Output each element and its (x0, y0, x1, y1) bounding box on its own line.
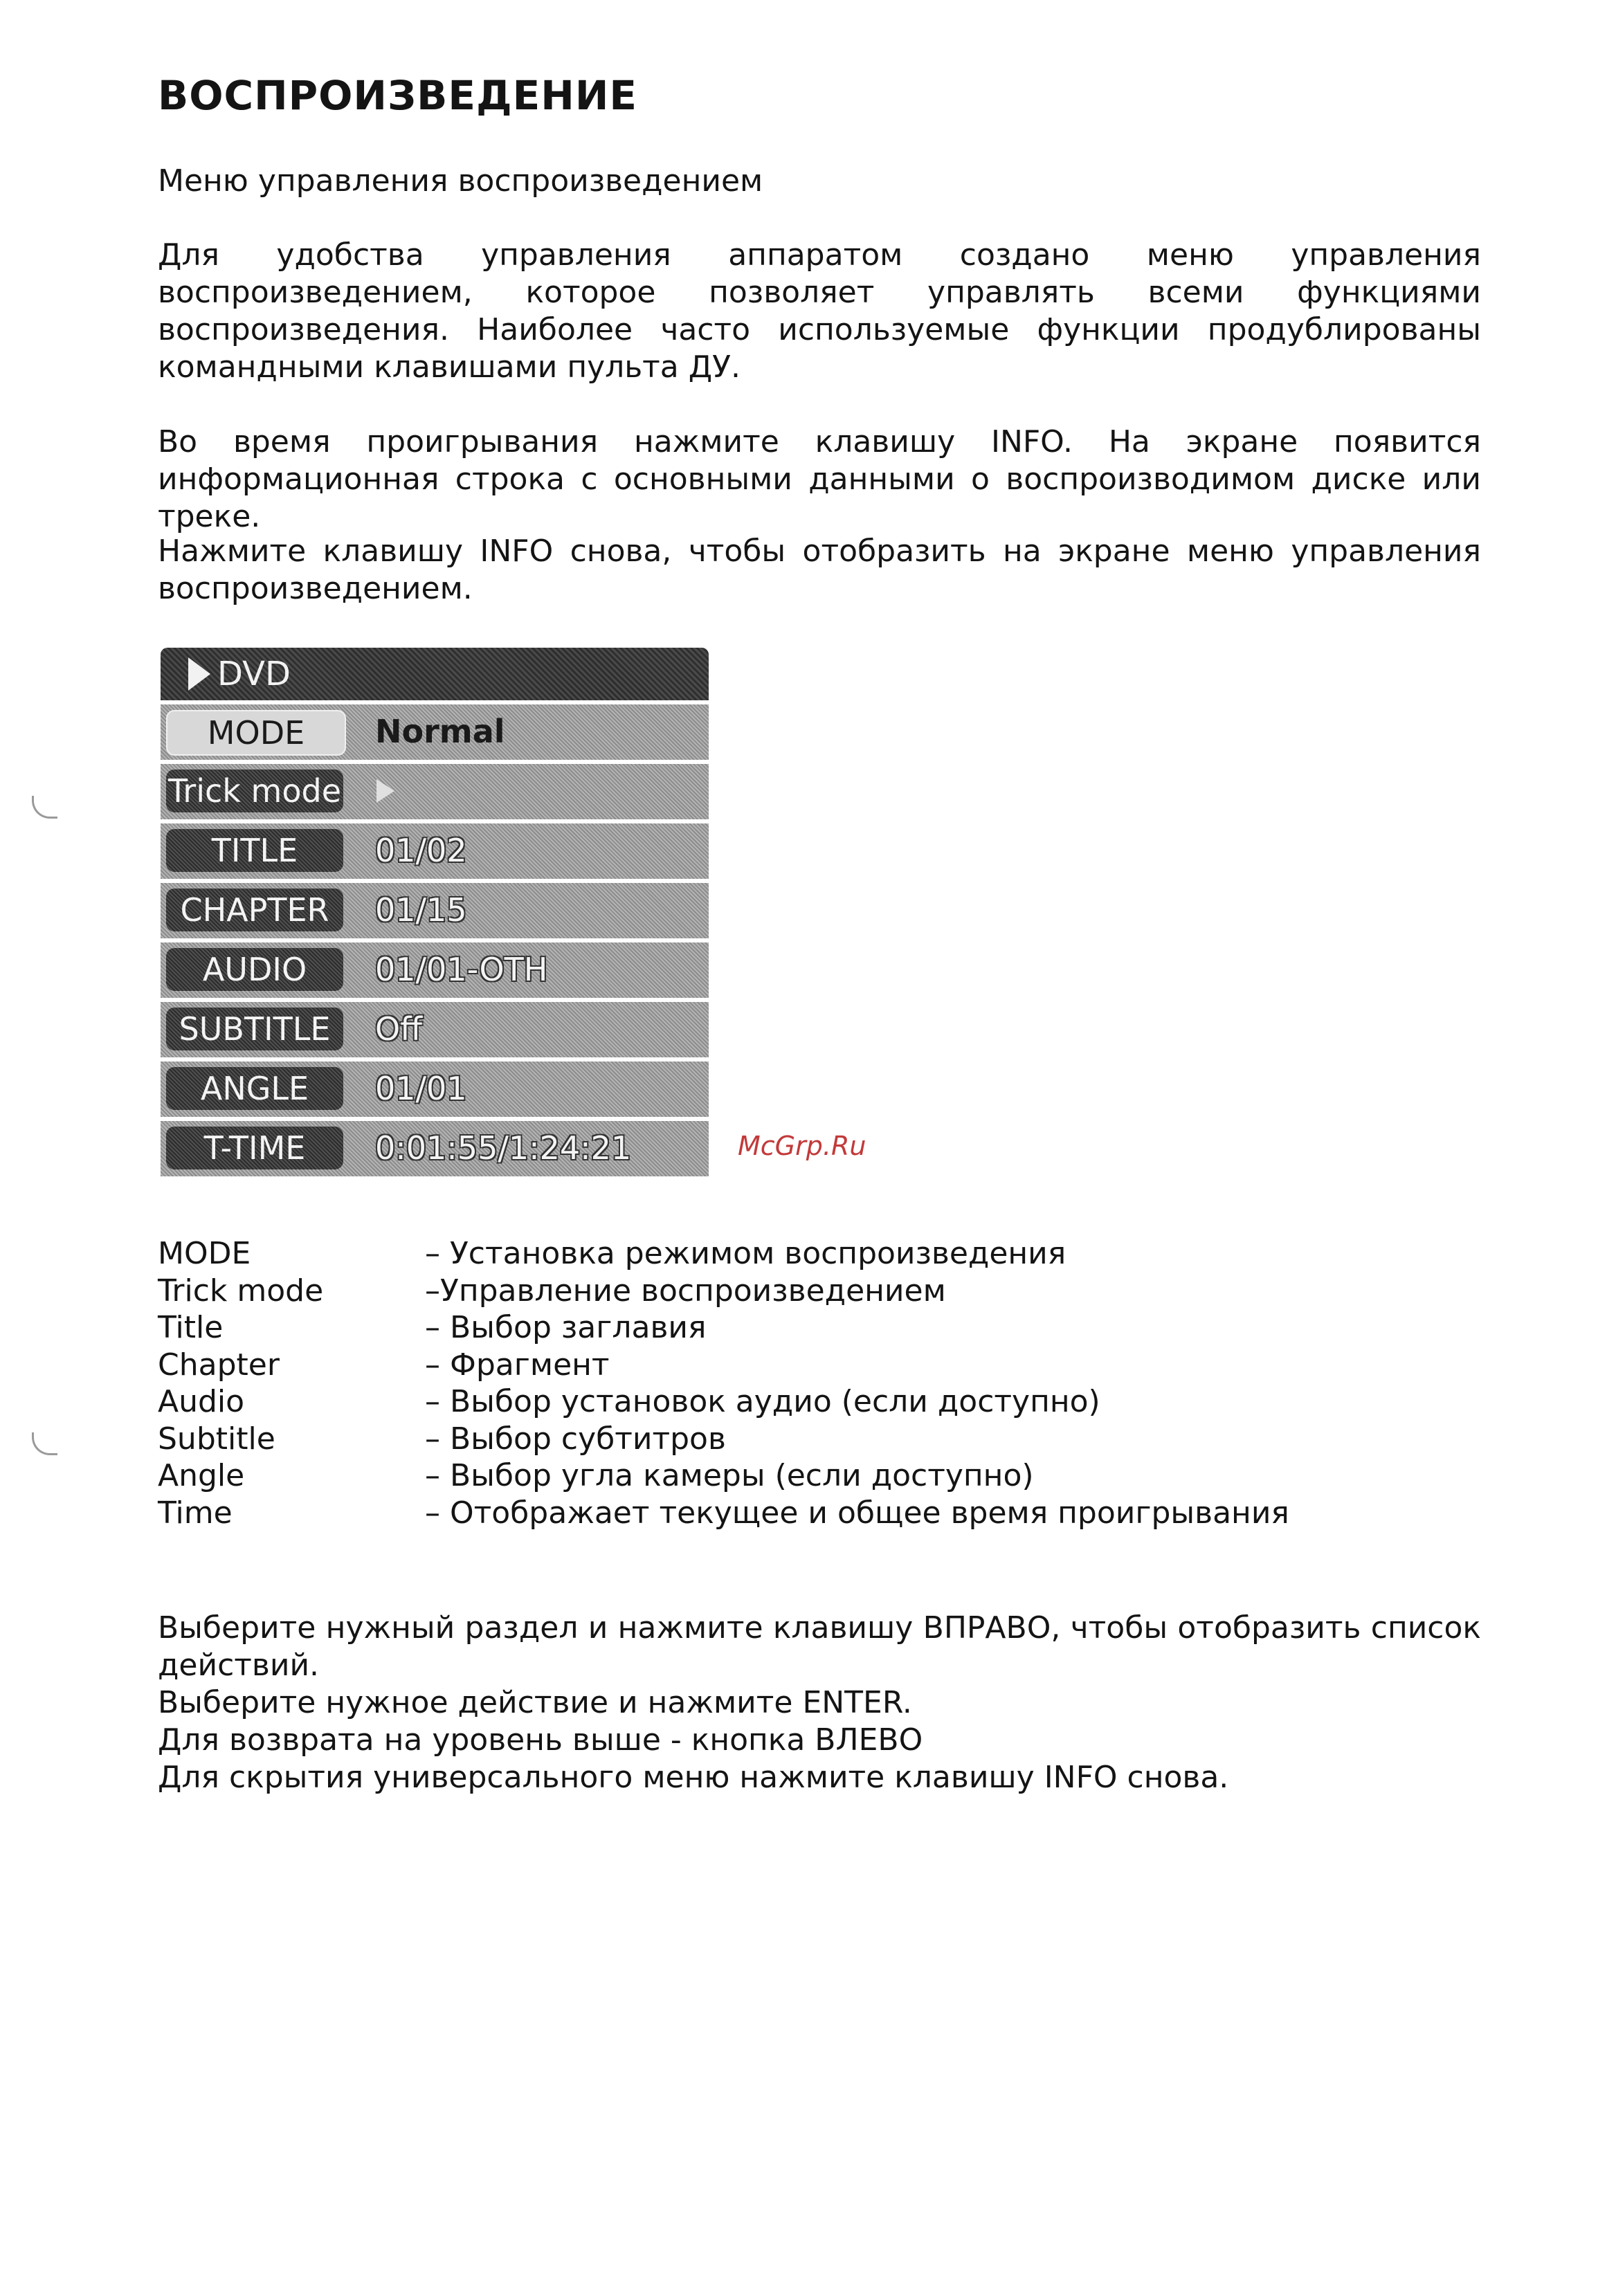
info-press-paragraph: Во время проигрывания нажмите клавишу INFO. На экране появится информационная строка с основными данными о воспроизводимом диске или треке. (158, 424, 1481, 534)
instructions-block (158, 1610, 1481, 1796)
osd-value-chapter: 01/15 (375, 891, 467, 929)
legend-term: Chapter (158, 1347, 280, 1383)
legend-description: – Выбор заглавия (425, 1310, 707, 1345)
osd-value-subtitle: Off (375, 1010, 422, 1048)
osd-key-angle: ANGLE (166, 1067, 343, 1110)
osd-value-audio: 01/01-OTH (375, 951, 548, 988)
legend-term: MODE (158, 1236, 251, 1271)
osd-playback-menu (161, 648, 709, 1192)
osd-key-trick-mode: Trick mode (166, 769, 343, 812)
info-again-paragraph: Нажмите клавишу INFO снова, чтобы отобразить на экране меню управления воспроизведением. (158, 534, 1481, 606)
watermark: McGrp.Ru (738, 1131, 866, 1161)
osd-row-t-time (161, 1121, 709, 1176)
osd-key-title: TITLE (166, 829, 343, 872)
legend-term: Audio (158, 1384, 245, 1419)
legend-term: Trick mode (158, 1273, 324, 1309)
play-icon (376, 779, 394, 803)
legend-description: – Фрагмент (425, 1347, 610, 1383)
scan-hole-mark (32, 1432, 57, 1455)
legend-term: Title (158, 1310, 224, 1345)
osd-row-mode (161, 704, 709, 760)
osd-key-mode: MODE (166, 710, 346, 756)
section-subheading: Меню управления воспроизведением (158, 163, 763, 199)
legend-term: Time (158, 1495, 233, 1531)
play-icon (188, 657, 210, 691)
instruction-line: Выберите нужное действие и нажмите ENTER. (158, 1685, 912, 1720)
osd-header (161, 648, 709, 700)
legend-term: Angle (158, 1458, 245, 1493)
legend-term: Subtitle (158, 1421, 275, 1457)
legend-description: – Выбор установок аудио (если доступно) (425, 1384, 1100, 1419)
instruction-line: Для скрытия универсального меню нажмите клавишу INFO снова. (158, 1760, 1229, 1795)
legend-description: – Выбор угла камеры (если доступно) (425, 1458, 1034, 1493)
osd-value-mode: Normal (375, 713, 505, 750)
osd-row-audio (161, 942, 709, 998)
osd-key-chapter: CHAPTER (166, 889, 343, 931)
osd-header-label: DVD (217, 655, 291, 693)
osd-value-t-time: 0:01:55/1:24:21 (375, 1129, 632, 1167)
legend-description: –Управление воспроизведением (425, 1273, 946, 1309)
legend-description: – Отображает текущее и общее время проигрывания (425, 1495, 1289, 1531)
osd-key-subtitle: SUBTITLE (166, 1008, 343, 1050)
osd-value-title: 01/02 (375, 832, 467, 869)
scan-hole-mark (32, 796, 57, 819)
osd-row-trick-mode (161, 764, 709, 819)
osd-key-audio: AUDIO (166, 948, 343, 991)
osd-row-title (161, 823, 709, 879)
osd-value-angle: 01/01 (375, 1070, 467, 1107)
legend-description: – Выбор субтитров (425, 1421, 726, 1457)
osd-row-chapter (161, 883, 709, 938)
legend-description: – Установка режимом воспроизведения (425, 1236, 1066, 1271)
instruction-line: Для возврата на уровень выше - кнопка ВЛЕВО (158, 1722, 923, 1758)
osd-row-angle (161, 1062, 709, 1117)
page-title: ВОСПРОИЗВЕДЕНИЕ (158, 72, 637, 119)
osd-row-subtitle (161, 1002, 709, 1057)
instruction-line: Выберите нужный раздел и нажмите клавишу ВПРАВО, чтобы отобразить список действий. (158, 1610, 1481, 1683)
osd-key-t-time: T-TIME (166, 1127, 343, 1169)
intro-paragraph: Для удобства управления аппаратом создано меню управления воспроизведением, которое позволяет управлять всеми функциями воспроизведения. Наиболее часто используемые функции продублированы командными клавишами пульта ДУ. (158, 237, 1481, 385)
